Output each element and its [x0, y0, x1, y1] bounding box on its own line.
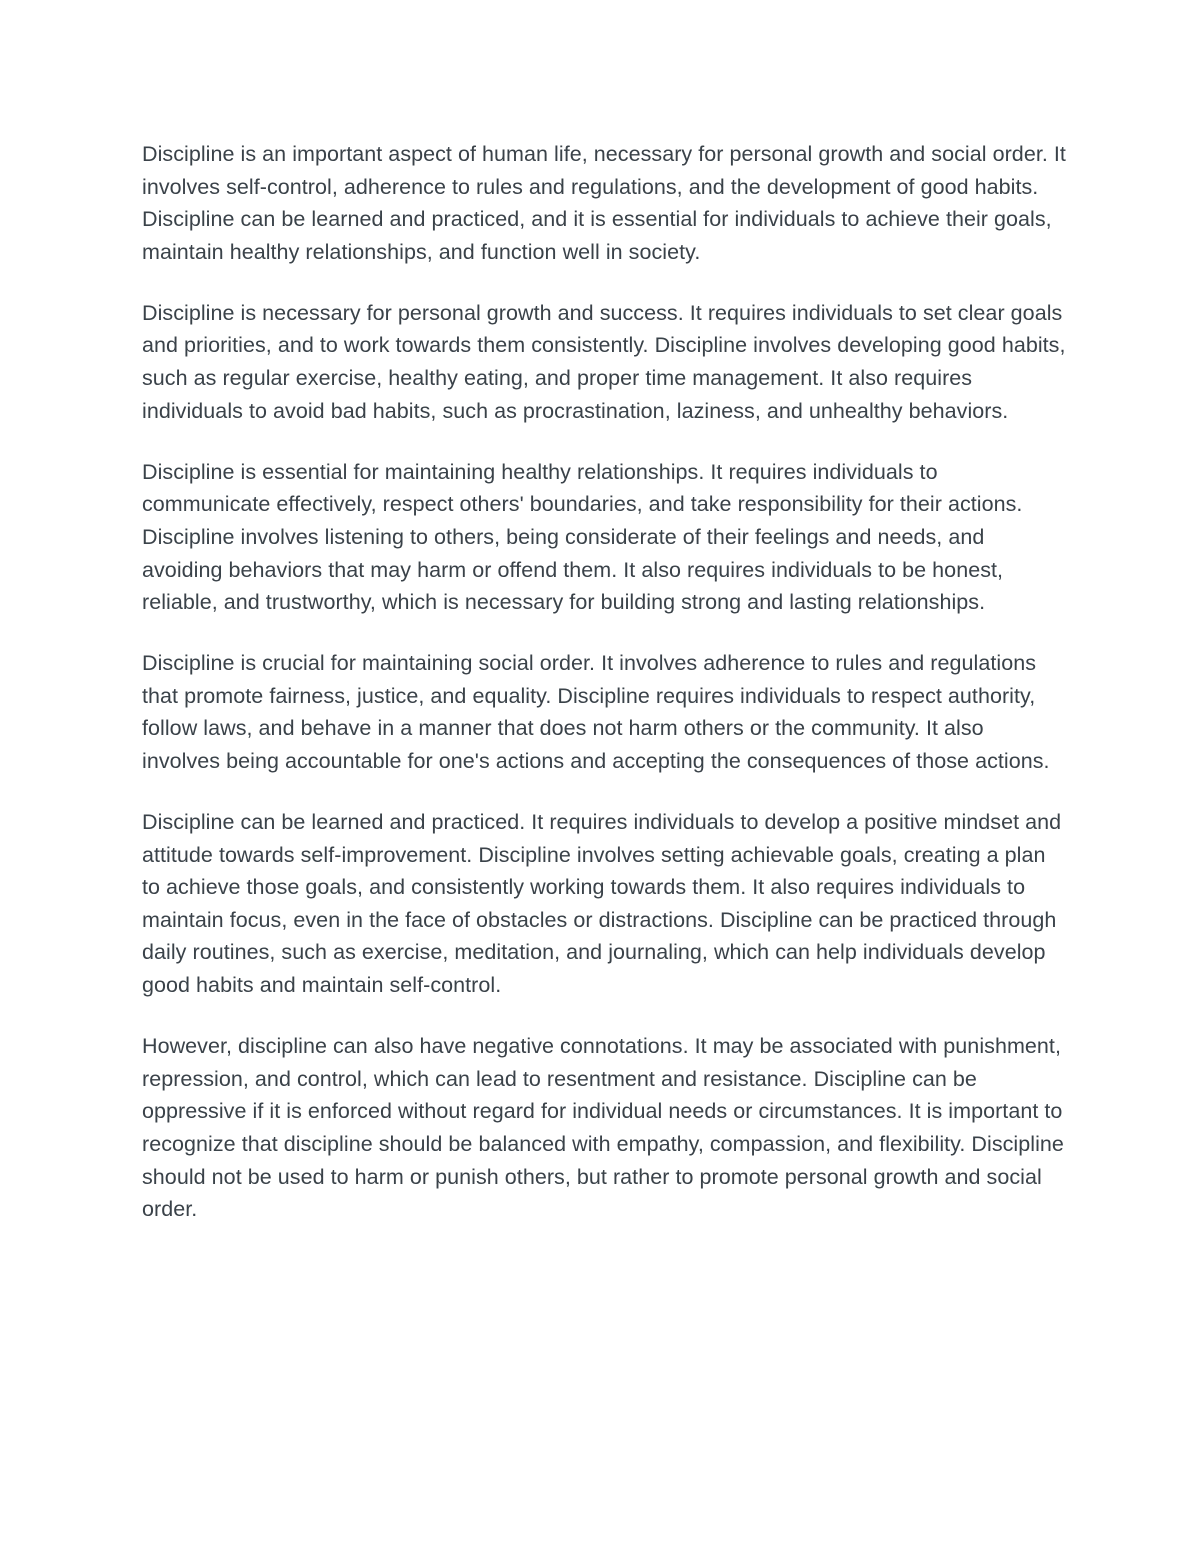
paragraph-relationships: Discipline is essential for maintaining healthy relationships. It requires individuals to communicate effectively, respect others' boundaries, and take responsibility for their actions. Discipline involves listening to others, being considerate of their feelings and needs, and avoiding behaviors that may harm or offend them. It also requires individuals to be honest, reliable, and trustworthy, which is necessary for building strong and lasting relationships.: [142, 459, 1023, 615]
paragraph-negative-connotations: However, discipline can also have negative connotations. It may be associated with punishment, repression, and control, which can lead to resentment and resistance. Discipline can be oppressive if it is enforced without regard for individual needs or circumstances. It is important to recognize that discipline should be balanced with empathy, compassion, and flexibility. Discipline should not be used to harm or punish others, but rather to promote personal growth and social order.: [142, 1034, 1064, 1222]
paragraph-social-order: Discipline is crucial for maintaining social order. It involves adherence to rules and regulations that promote fairness, justice, and equality. Discipline requires individuals to respect authority, follow laws, and behave in a manner that does not harm others or the community. It also involves being accountable for one's actions and accepting the consequences of those actions.: [142, 651, 1050, 773]
paragraph-personal-growth: Discipline is necessary for personal growth and success. It requires individuals to set clear goals and priorities, and to work towards them consistently. Discipline involves developing good habits, such as regular exercise, healthy eating, and proper time management. It also requires individuals to avoid bad habits, such as procrastination, laziness, and unhealthy behaviors.: [142, 300, 1066, 423]
paragraph-intro: Discipline is an important aspect of human life, necessary for personal growth and social order. It involves self-control, adherence to rules and regulations, and the development of good habits. Discipline can be learned and practiced, and it is essential for individuals to achieve their goals, maintain healthy relationships, and function well in society.: [142, 142, 1066, 264]
paragraph-learned-practiced: Discipline can be learned and practiced. It requires individuals to develop a positive mindset and attitude towards self-improvement. Discipline involves setting achievable goals, creating a plan to achieve those goals, and consistently working towards them. It also requires individuals to maintain focus, even in the face of obstacles or distractions. Discipline can be practiced through daily routines, such as exercise, meditation, and journaling, which can help individuals develop good habits and maintain self-control.: [142, 810, 1062, 998]
document-body: [142, 138, 1067, 1226]
